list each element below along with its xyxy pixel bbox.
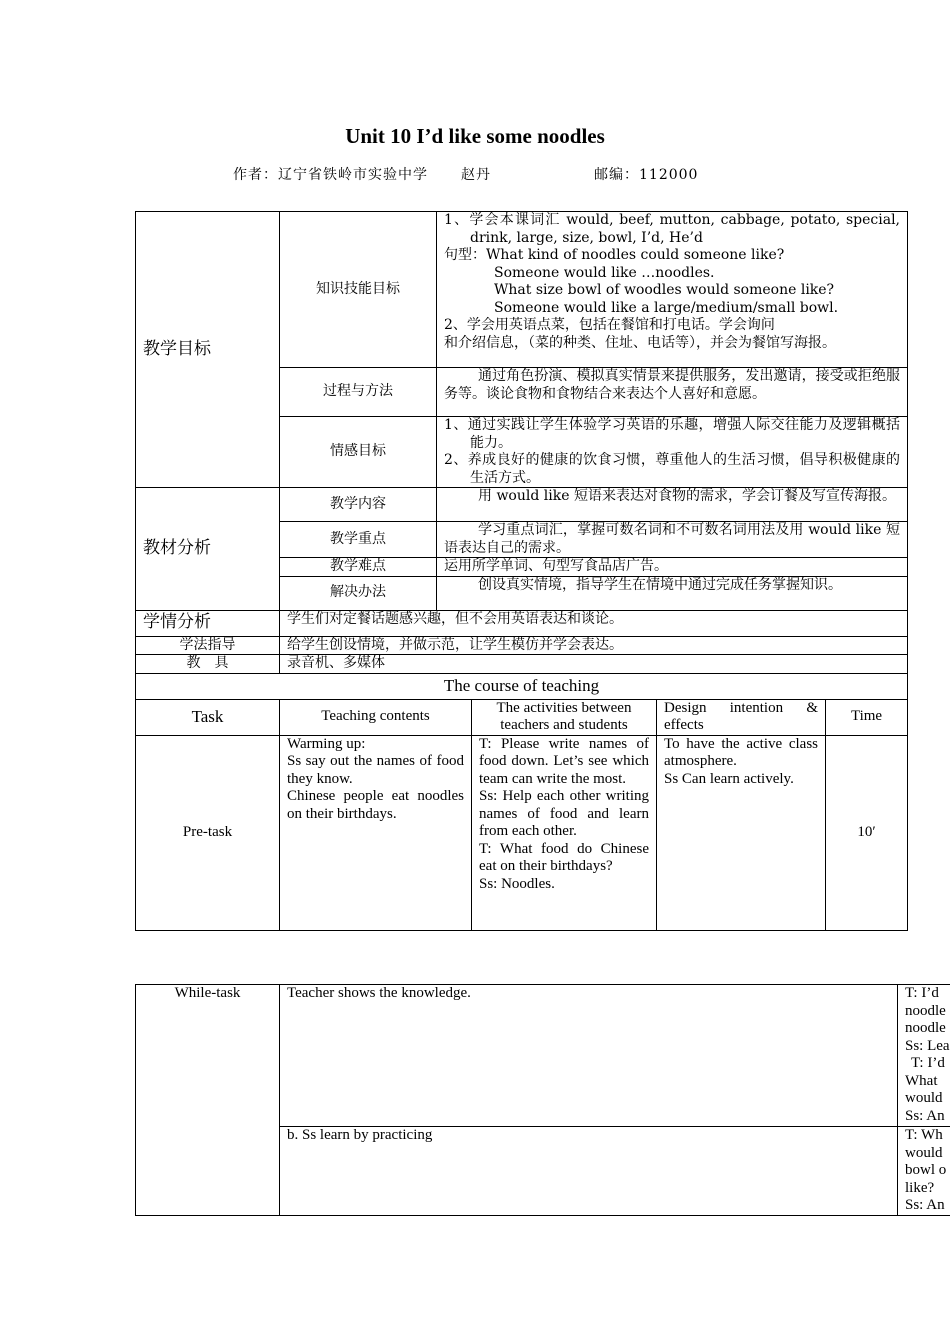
header-task: Task [136, 699, 280, 735]
activity-line: T: I’d [911, 1055, 945, 1071]
process-goal-text: 通过角色扮演、模拟真实情景来提供服务，发出邀请，接受或拒绝服务等。谈论食物和食物结合来表达个人喜好和意愿。 [437, 368, 908, 417]
knowledge-line: Someone would like …noodles. [494, 264, 715, 281]
design-line: To have the active class atmosphere. [664, 735, 818, 769]
design-line: Ss Can learn actively. [664, 770, 794, 787]
pretask-time: 10′ [826, 735, 908, 930]
whiletask-label: While-task [136, 985, 280, 1216]
material-label: 教材分析 [136, 488, 280, 611]
knowledge-line: 1、学会本课词汇 would, beef, mutton, cabbage, potato, special, drink, large, size, bowl, I’d, He’d [444, 212, 901, 246]
process-goal-label: 过程与方法 [280, 368, 437, 417]
activity-line: noodle [905, 1020, 946, 1036]
content-label: 教学内容 [280, 488, 437, 522]
solution-label: 解决办法 [280, 576, 437, 610]
knowledge-line: What size bowl of woodles would someone like? [494, 282, 835, 298]
activity-line: Ss: Help each other writing names of food and learn from each other. [479, 788, 649, 839]
author-name: 赵丹 [461, 167, 491, 183]
activity-line: T: What food do Chinese eat on their birthdays? [479, 840, 649, 874]
method-text: 给学生创设情境，并做示范，让学生模仿并学会表达。 [280, 636, 908, 655]
knowledge-line: 2、学会用英语点菜，包括在餐馆和打电话。学会询问 [444, 317, 775, 333]
whiletask-activity-2 [898, 1127, 950, 1216]
knowledge-line: 句型：What kind of noodles could someone like? [444, 247, 785, 263]
while-task-table [135, 984, 950, 1216]
header-activities: The activities between teachers and students [472, 699, 657, 735]
knowledge-goal-text [437, 212, 908, 368]
knowledge-line: 和介绍信息，（菜的种类、住址、电话等），并会为餐馆写海报。 [444, 334, 836, 351]
contents-line: Chinese people eat noodles on their birthdays. [287, 788, 464, 822]
content-text: 用 would like 短语来表达对食物的需求，学会订餐及写宣传海报。 [437, 488, 908, 522]
learner-label: 学情分析 [136, 610, 280, 636]
key-label: 教学重点 [280, 522, 437, 558]
activity-line: Ss: Lea [905, 1037, 950, 1054]
whiletask-content-2: b. Ss learn by practicing [280, 1127, 898, 1216]
method-label: 学法指导 [136, 636, 280, 655]
lesson-plan-table [135, 211, 908, 931]
tools-label: 教 具 [136, 655, 280, 674]
author-school: 作者：辽宁省铁岭市实验中学 [233, 167, 428, 183]
author-line [233, 164, 698, 184]
whiletask-activity-1 [898, 985, 950, 1127]
activity-line: would [905, 1090, 943, 1106]
key-text: 学习重点词汇，掌握可数名词和不可数名词用法及用 would like 短语表达自己的需求。 [437, 522, 908, 558]
course-heading: The course of teaching [136, 673, 908, 699]
learner-text: 学生们对定餐话题感兴趣，但不会用英语表达和谈论。 [280, 610, 908, 636]
activity-line: Ss: An [905, 1197, 945, 1213]
contents-line: Ss say out the names of food they know. [287, 753, 464, 787]
emotion-goal-label: 情感目标 [280, 417, 437, 488]
activity-line: T: Please write names of food down. Let’s see which team can write the most. [479, 735, 649, 787]
activity-line: Ss: Noodles. [479, 875, 555, 892]
page-title: Unit 10 I’d like some noodles [345, 124, 605, 148]
activity-line: bowl o [905, 1162, 947, 1178]
knowledge-goal-label: 知识技能目标 [280, 212, 437, 368]
difficult-label: 教学难点 [280, 558, 437, 577]
pretask-label: Pre-task [136, 735, 280, 930]
pretask-activities [472, 735, 657, 930]
difficult-text: 运用所学单词、句型写食品店广告。 [437, 558, 908, 577]
emotion-goal-text [437, 417, 908, 488]
activity-line: noodle [905, 1002, 946, 1019]
solution-text: 创设真实情境，指导学生在情境中通过完成任务掌握知识。 [437, 576, 908, 610]
header-design: Design intention & effects [657, 699, 826, 735]
activity-line: Ss: An [905, 1107, 945, 1124]
activity-line: T: I’d [905, 985, 939, 1001]
activity-line: like? [905, 1179, 935, 1196]
goals-label: 教学目标 [136, 212, 280, 488]
activity-line: would [905, 1144, 943, 1161]
whiletask-content-1: Teacher shows the knowledge. [280, 985, 898, 1127]
activity-line: T: Wh [905, 1127, 943, 1143]
activity-line: What [905, 1072, 938, 1089]
pretask-design [657, 735, 826, 930]
pretask-contents [280, 735, 472, 930]
knowledge-line: Someone would like a large/medium/small bowl. [494, 299, 839, 316]
emotion-line: 1、通过实践让学生体验学习英语的乐趣，增强人际交往能力及逻辑概括能力。 [444, 417, 901, 451]
emotion-line: 2、养成良好的健康的饮食习惯，尊重他人的生活习惯，倡导积极健康的生活方式。 [444, 452, 901, 486]
tools-text: 录音机、多媒体 [280, 655, 908, 674]
author-postcode: 邮编：112000 [594, 167, 699, 183]
contents-line: Warming up: [287, 735, 366, 752]
header-time: Time [826, 699, 908, 735]
header-contents: Teaching contents [280, 699, 472, 735]
